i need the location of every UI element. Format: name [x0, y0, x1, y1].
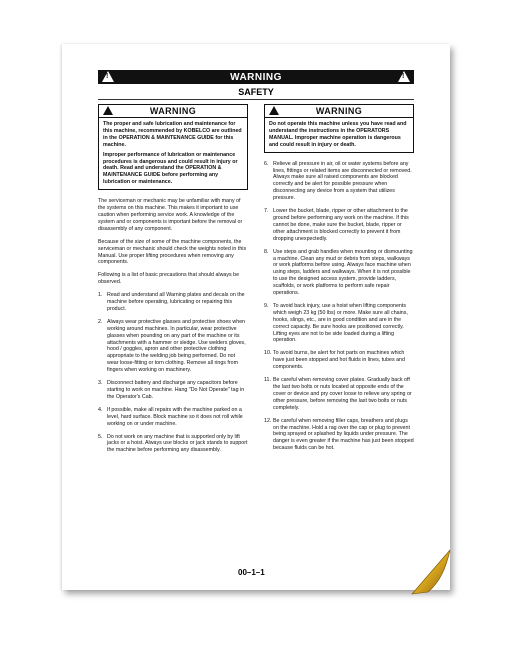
list-number: 6.	[264, 160, 269, 167]
body-paragraph: Following is a list of basic precautions that should always be observed.	[98, 272, 240, 286]
list-number: 5.	[98, 433, 103, 440]
list-item	[264, 161, 414, 202]
warning-box-text: Do not operate this machine unless you have read and understand the instructions in the OPERATORS MANUAL. Improper machine operation is dangerous and could result in injury or death.	[269, 121, 407, 148]
list-number: 1.	[98, 292, 103, 299]
list-text: Be careful when removing cover plates. Gradually back off the last two bolts or nuts located at opposite ends of the cover or device and pry cover loose to relieve any spring or other pressure, before removing the last two bolts or nuts completely.	[273, 377, 412, 411]
list-item	[264, 418, 414, 453]
list-item	[264, 249, 414, 297]
warning-triangle-icon	[269, 106, 279, 115]
list-item	[98, 292, 248, 313]
list-text: Always wear protective glasses and protective shoes when working around machines. In particular, wear protective glasses when pounding on any part of the machine or its attachments with a hammer or sledge. Use welders gloves, hood / goggles, apron and other protective clothing appropriate to the welding job being performed. Do not wear loose-fitting or torn clothing. Remove all rings from fingers when working on machinery.	[107, 318, 246, 374]
warning-box-title: WARNING	[315, 105, 363, 116]
list-item	[264, 303, 414, 344]
left-column	[98, 104, 248, 460]
section-title: SAFETY	[238, 87, 274, 97]
warning-box-left	[98, 104, 248, 190]
page-number: 00–1–1	[238, 568, 265, 577]
list-number: 12.	[264, 417, 272, 424]
warning-triangle-icon	[102, 71, 114, 82]
list-text: Read and understand all Warning plates and decals on the machine before operating, lubricating or repairing this product.	[107, 292, 245, 312]
warning-box-title: WARNING	[149, 105, 197, 116]
warning-box-right	[264, 104, 414, 153]
list-text: Use steps and grab handles when mounting or dismounting a machine. Clean any mud or debris from steps, walkways or work platforms before using. Always face machine when using steps, ladders and walkways. When it is not possible to use the designed access system, provide ladders, scaffolds, or work platforms to perform safe repair operations.	[273, 248, 413, 297]
list-text: Relieve all pressure in air, oil or water systems before any lines, fittings or related items are disconnected or removed. Always make sure all raised components are blocked correctly and be alert for possible pressure when disconnecting any device from a system that utilizes pressure.	[273, 160, 412, 202]
warning-banner	[98, 70, 414, 84]
right-column	[264, 104, 414, 458]
list-text: To avoid back injury, use a hoist when lifting components which weigh 23 kg (50 lbs) or more. Make sure all chains, hooks, slings, etc., are in good condition and are in the correct capacity. Be sure hooks are positioned correctly. Lifting eyes are not to be side loaded during a lifting operation.	[273, 302, 408, 344]
body-paragraph: The serviceman or mechanic may be unfamiliar with many of the systems on this machine. This makes it important to use caution when performing service work. A knowledge of the system and or components is important before the removal or disassembly of any component.	[98, 198, 243, 232]
list-text: If possible, make all repairs with the machine parked on a level, hard surface. Block machine so it does not roll while working on or under machine.	[107, 406, 243, 427]
list-item	[98, 434, 248, 455]
body-paragraph: Because of the size of some of the machine components, the serviceman or mechanic should check the weights noted in this Manual. Use proper lifting procedures when removing any components.	[98, 238, 247, 266]
list-item	[98, 380, 248, 401]
list-number: 8.	[264, 248, 269, 255]
list-number: 4.	[98, 406, 103, 413]
list-text: To avoid burns, be alert for hot parts on machines which have just been stopped and hot fluids in lines, tubes and components.	[273, 350, 405, 371]
list-number: 7.	[264, 208, 269, 215]
list-number: 11.	[264, 377, 271, 384]
warning-triangle-icon	[103, 106, 113, 115]
list-item	[98, 407, 248, 428]
list-item	[264, 350, 414, 371]
list-text: Disconnect battery and discharge any capacitors before starting to work on machine. Hang "Do Not Operate" tag in the Operator's Cab.	[107, 380, 245, 400]
warning-box-text: The proper and safe lubrication and maintenance for this machine, recommended by KOBELCO are outlined in the OPERATION & MAINTENANCE GUIDE for this machine.	[103, 121, 242, 148]
list-text: Do not work on any machine that is supported only by lift jacks or a hoist. Always use blocks or jack stands to support the machine before performing any disassembly.	[107, 433, 248, 454]
list-item	[264, 208, 414, 243]
list-text: Be careful when removing filler caps, breathers and plugs on the machine. Hold a rag over the cap or plug to prevent being sprayed or splashed by liquids under pressure. The danger is even greater if the machine has just been stopped because fluids can be hot.	[273, 417, 414, 452]
manual-page	[62, 44, 450, 590]
list-number: 9.	[264, 302, 269, 309]
list-item	[264, 377, 414, 412]
page-curl-icon	[410, 548, 452, 596]
warning-banner-title: WARNING	[230, 71, 282, 83]
list-number: 3.	[98, 380, 103, 387]
divider	[98, 99, 414, 100]
list-number: 10.	[264, 350, 272, 357]
list-text: Lower the bucket, blade, ripper or other attachment to the ground before performing any work on the machine. If this cannot be done, make sure the bucket, blade, ripper or other attachment is blocked correctly to prevent it from dropping unexpectedly.	[273, 208, 409, 242]
list-number: 2.	[98, 318, 103, 325]
list-item	[98, 319, 248, 374]
warning-triangle-icon	[398, 71, 410, 82]
warning-box-text: Improper performance of lubrication or maintenance procedures is dangerous and could result in injury or death. Read and understand the OPERATION & MAINTENANCE GUIDE before performing any lubrication or maintenance.	[103, 151, 238, 186]
